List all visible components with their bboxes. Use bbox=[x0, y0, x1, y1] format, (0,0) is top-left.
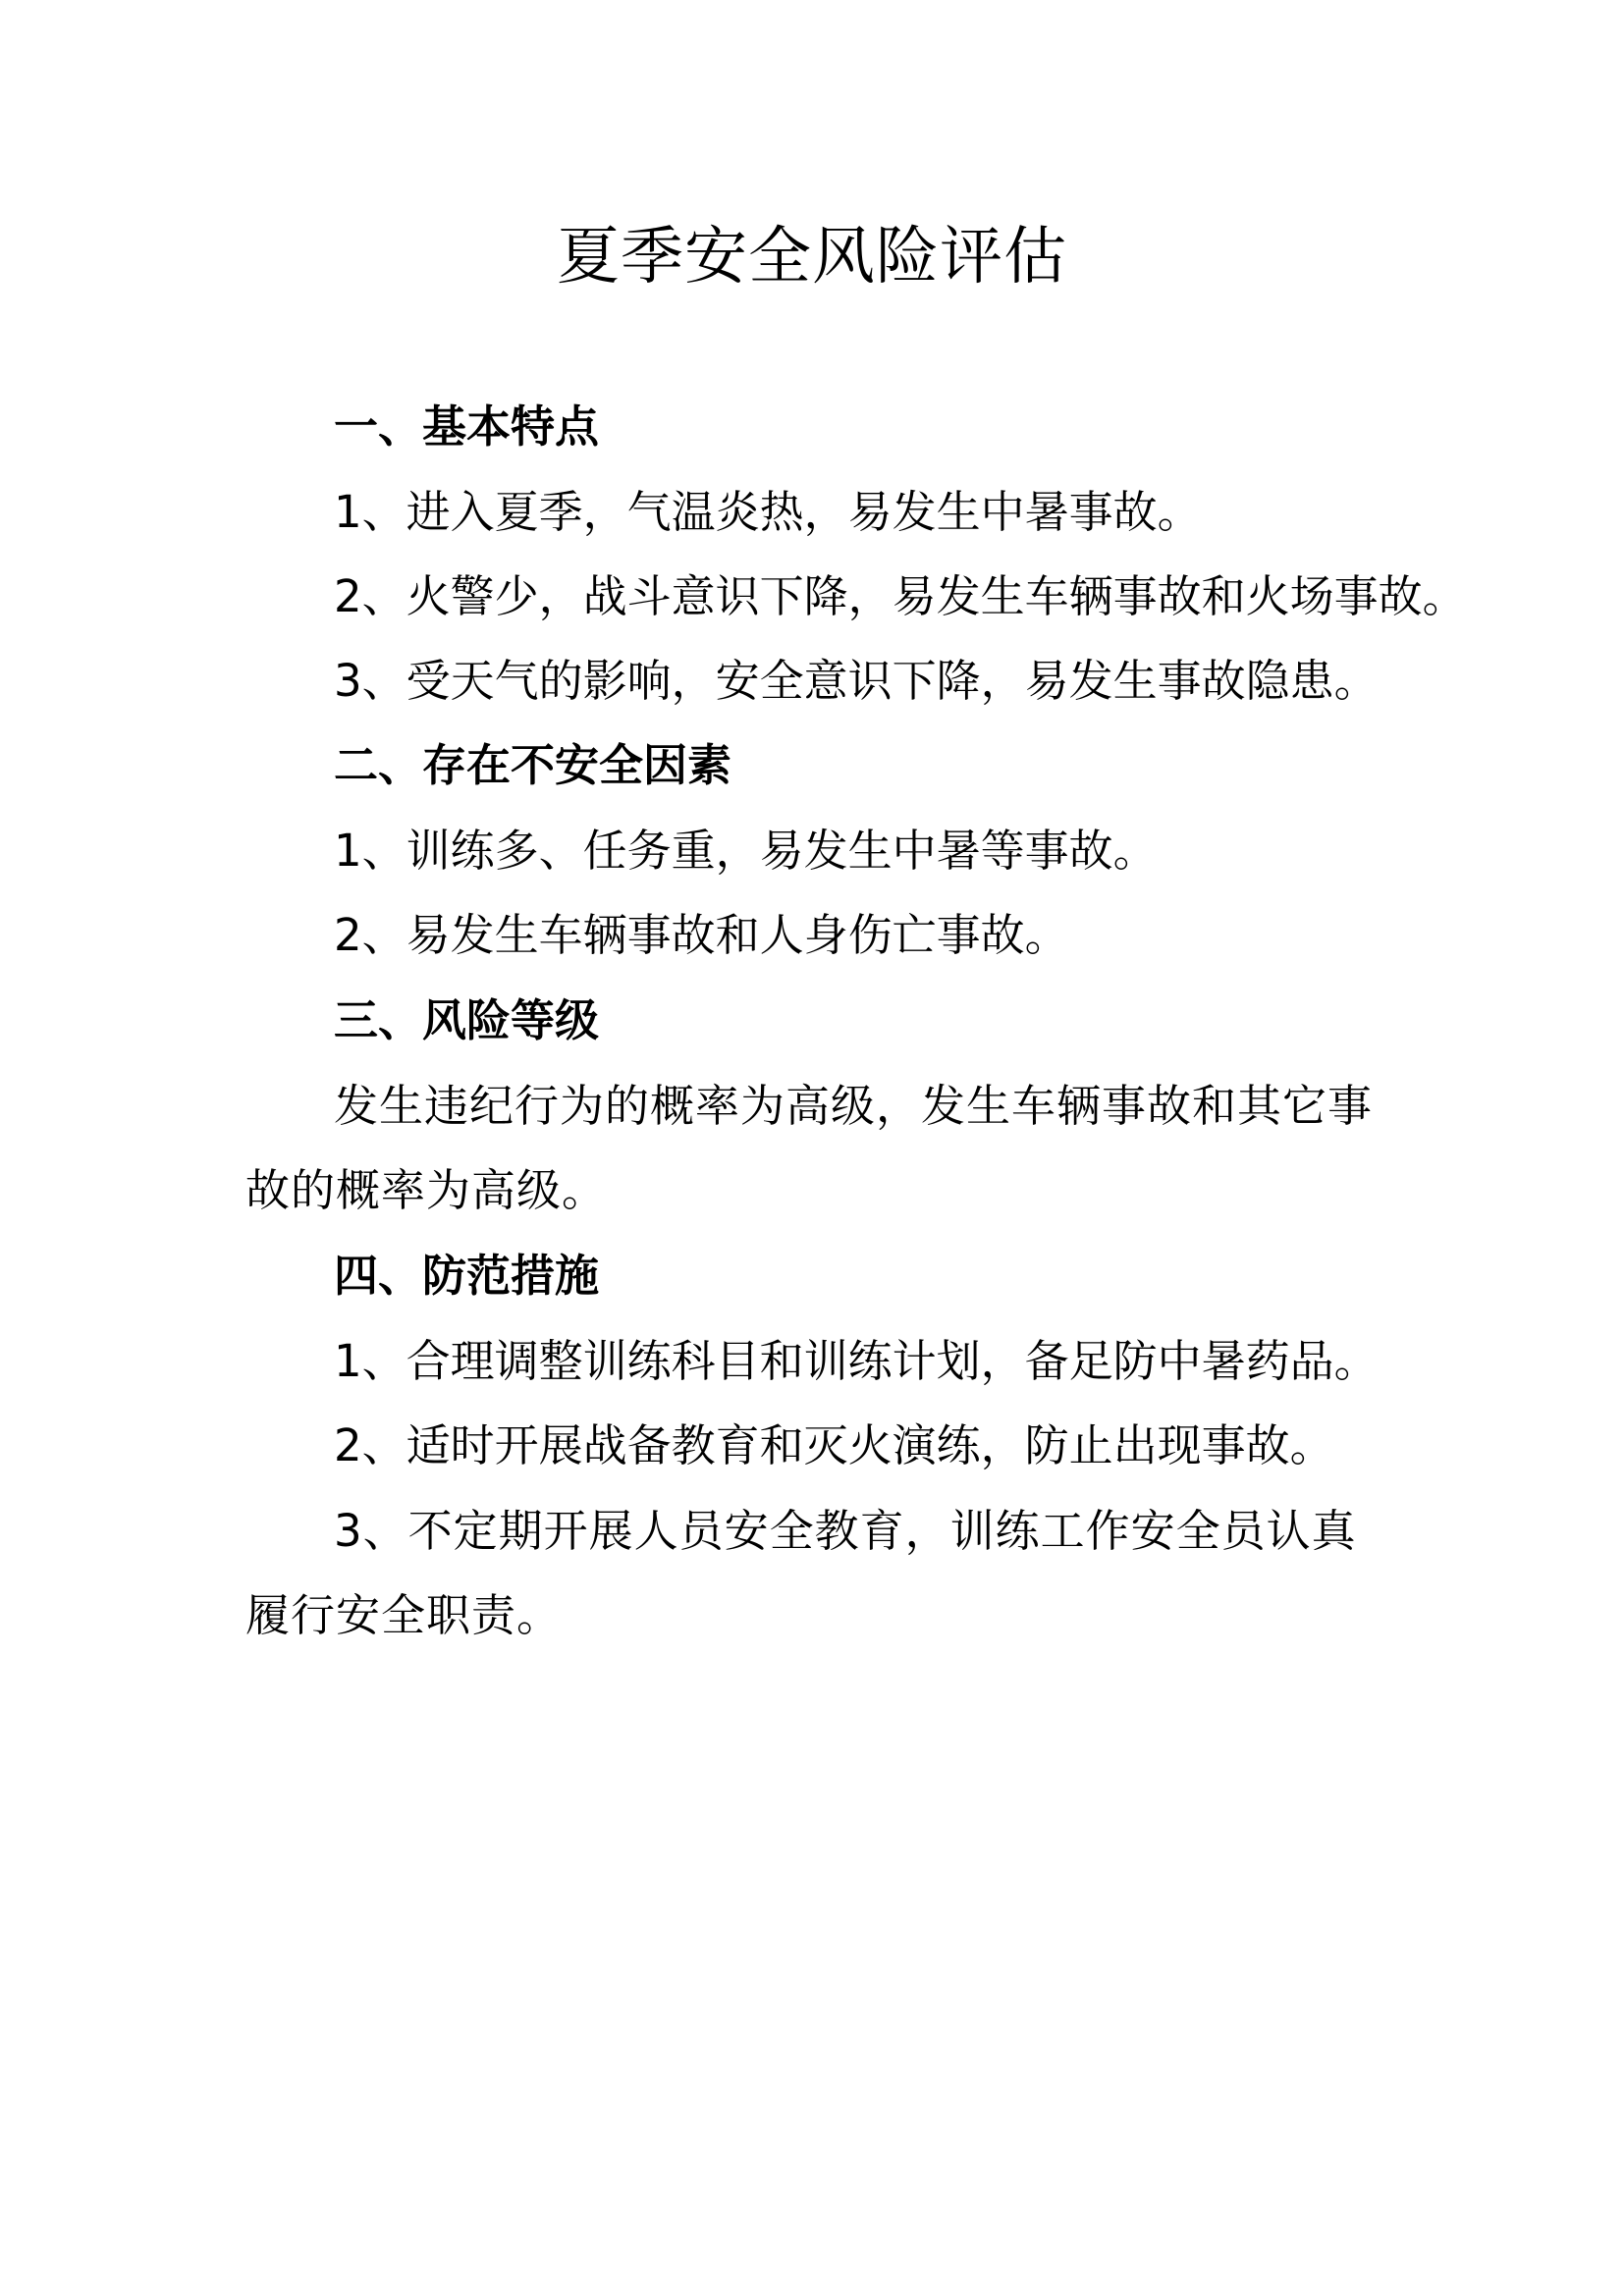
document-title: 夏季安全风险评估 bbox=[557, 221, 1067, 294]
list-item: 1、训练多、任务重，易发生中暑等事故。 bbox=[334, 825, 1158, 877]
section-heading-unsafe-factors: 二、存在不安全因素 bbox=[334, 739, 732, 791]
list-item: 1、合理调整训练科目和训练计划，备足防中暑药品。 bbox=[334, 1335, 1379, 1387]
list-item: 2、适时开展战备教育和灭火演练，防止出现事故。 bbox=[334, 1419, 1334, 1471]
section-heading-risk-level: 三、风险等级 bbox=[334, 994, 600, 1046]
list-item: 1、进入夏季，气温炎热，易发生中暑事故。 bbox=[334, 486, 1202, 538]
risk-level-paragraph: 发生违纪行为的概率为高级，发生车辆事故和其它事故的概率为高级。 bbox=[245, 1080, 1374, 1216]
section-heading-basic-features: 一、基本特点 bbox=[334, 400, 600, 453]
list-item: 3、受天气的影响，安全意识下降，易发生事故隐患。 bbox=[334, 655, 1379, 707]
section-heading-preventive-measures: 四、防范措施 bbox=[334, 1250, 600, 1302]
list-item: 2、易发生车辆事故和人身伤亡事故。 bbox=[334, 909, 1069, 961]
measure-paragraph: 3、不定期开展人员安全教育，训练工作安全员认真履行安全职责。 bbox=[245, 1505, 1357, 1641]
list-item: 2、火警少，战斗意识下降，易发生车辆事故和火场事故。 bbox=[334, 570, 1467, 622]
